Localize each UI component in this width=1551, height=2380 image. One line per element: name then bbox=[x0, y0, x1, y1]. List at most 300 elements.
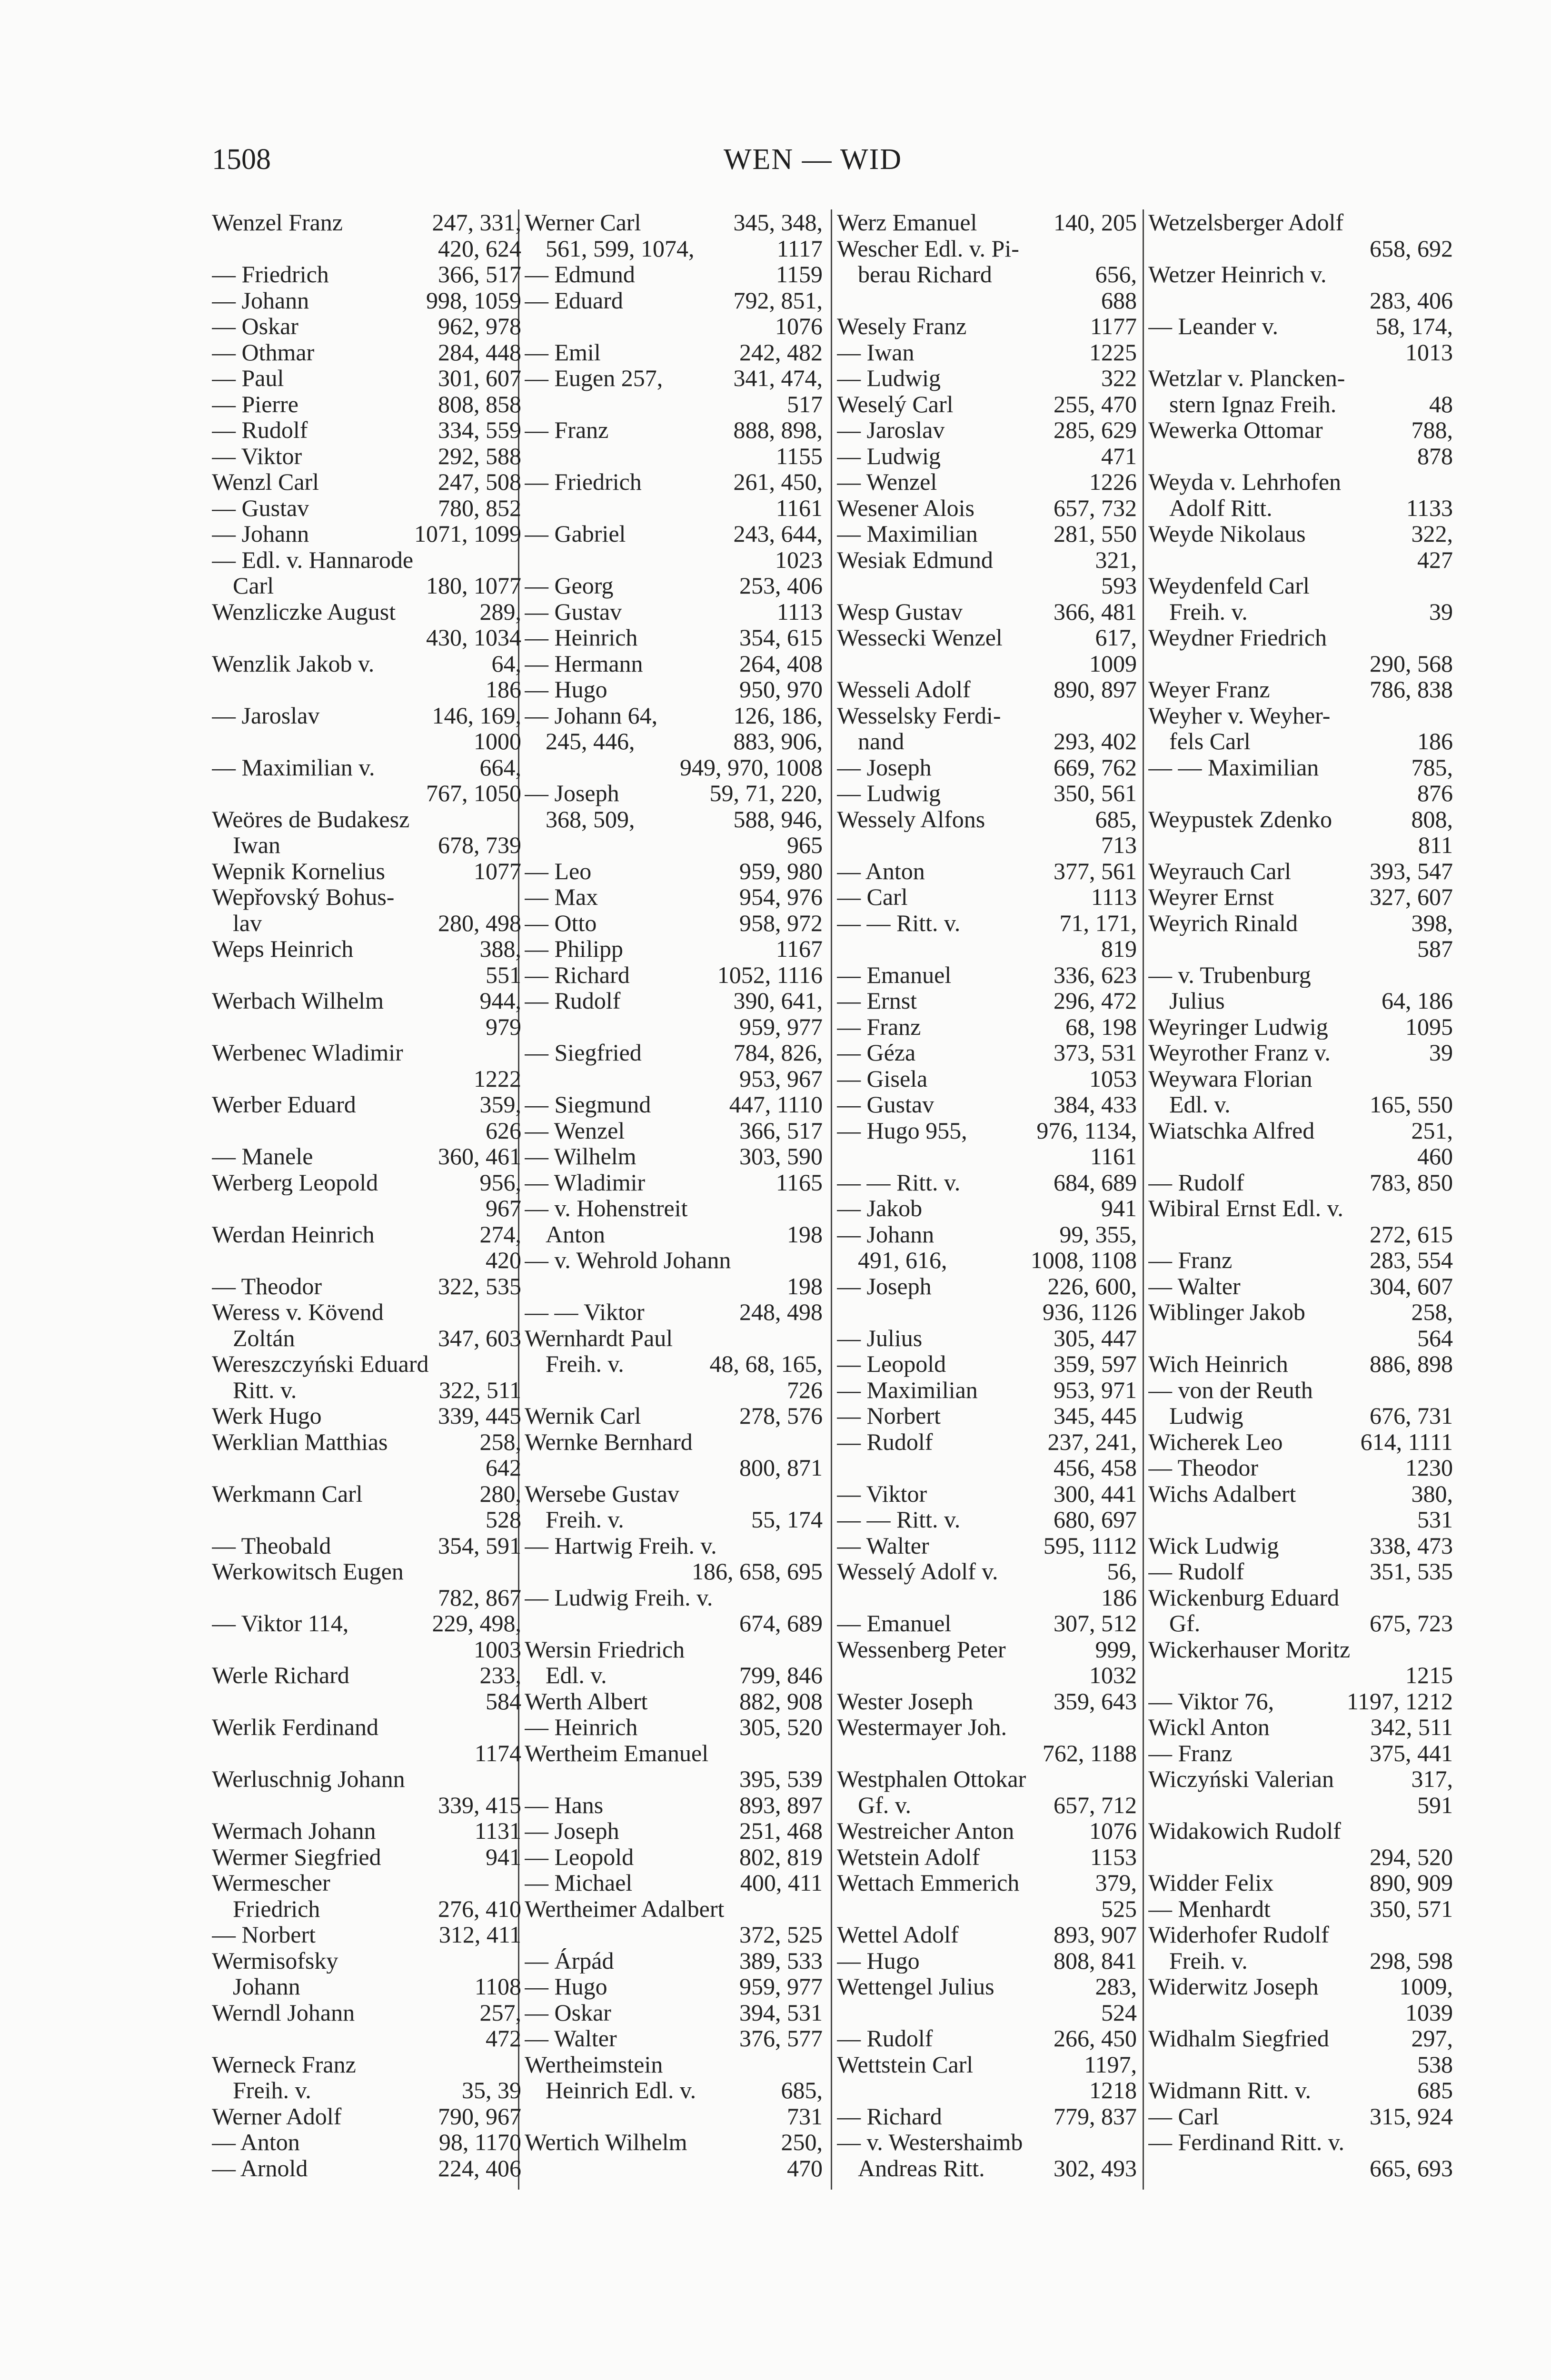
entry-page-refs: 305, 520 bbox=[739, 1714, 823, 1740]
entry-page-refs: 186, 658, 695 bbox=[692, 1558, 823, 1585]
entry-page-refs: 242, 482 bbox=[739, 339, 823, 365]
index-entry bbox=[1148, 443, 1453, 469]
index-entry bbox=[212, 806, 521, 833]
index-entry bbox=[525, 469, 823, 495]
index-entry bbox=[212, 1948, 521, 1974]
entry-name: Wibiral Ernst Edl. v. bbox=[1148, 1195, 1343, 1221]
index-entry bbox=[1148, 1429, 1453, 1455]
index-entry bbox=[1148, 288, 1453, 314]
entry-name: — Árpád bbox=[525, 1947, 614, 1973]
index-entry bbox=[212, 1170, 521, 1196]
entry-name: Anton bbox=[546, 1221, 605, 1247]
entry-page-refs: 587 bbox=[1417, 936, 1453, 962]
entry-name: Wescher Edl. v. Pi- bbox=[837, 235, 1019, 261]
index-entry bbox=[525, 1195, 823, 1221]
index-entry bbox=[212, 236, 521, 262]
entry-name: — Richard bbox=[525, 962, 630, 988]
index-entry bbox=[837, 1922, 1137, 1948]
entry-page-refs: 300, 441 bbox=[1054, 1480, 1137, 1507]
entry-page-refs: 264, 408 bbox=[739, 650, 823, 676]
entry-page-refs: 786, 838 bbox=[1370, 676, 1453, 703]
index-entry bbox=[1148, 910, 1453, 936]
entry-name: Wettach Emmerich bbox=[837, 1870, 1020, 1896]
entry-page-refs: 359, 643 bbox=[1054, 1688, 1137, 1714]
index-entry bbox=[1148, 884, 1453, 910]
index-entry bbox=[837, 1844, 1137, 1870]
index-entry bbox=[1148, 1636, 1453, 1663]
entry-name: Wetzelsberger Adolf bbox=[1148, 209, 1344, 236]
index-entry bbox=[1148, 1507, 1453, 1533]
index-entry bbox=[837, 1610, 1137, 1636]
index-entry bbox=[212, 1792, 521, 1818]
entry-page-refs: 307, 512 bbox=[1054, 1610, 1137, 1636]
entry-page-refs: 1108 bbox=[474, 1973, 521, 2000]
entry-page-refs: 1161 bbox=[776, 495, 823, 521]
index-entry bbox=[837, 365, 1137, 391]
entry-name: Johann bbox=[233, 1973, 300, 2000]
entry-page-refs: 322 bbox=[1101, 365, 1137, 391]
entry-name: — — Ritt. v. bbox=[837, 910, 961, 936]
entry-name: Wenzlik Jakob v. bbox=[212, 650, 375, 676]
entry-name: Wesener Alois bbox=[837, 495, 974, 521]
entry-page-refs: 531 bbox=[1417, 1507, 1453, 1533]
entry-name: — v. Westershaimb bbox=[837, 2129, 1023, 2155]
entry-name: — Hermann bbox=[525, 650, 643, 676]
entry-page-refs: 248, 498 bbox=[739, 1299, 823, 1325]
entry-name: — Otto bbox=[525, 910, 597, 936]
index-entry bbox=[837, 1792, 1137, 1818]
index-column-3 bbox=[837, 209, 1137, 2181]
index-entry bbox=[1148, 1896, 1453, 1922]
index-entry bbox=[525, 391, 823, 417]
entry-page-refs: 713 bbox=[1101, 832, 1137, 858]
index-entry bbox=[525, 1481, 823, 1507]
entry-page-refs: 950, 970 bbox=[739, 676, 823, 703]
index-entry bbox=[525, 1040, 823, 1066]
entry-page-refs: 656, bbox=[1095, 261, 1137, 288]
entry-page-refs: 470 bbox=[787, 2155, 823, 2181]
index-entry bbox=[212, 1507, 521, 1533]
index-entry bbox=[525, 1299, 823, 1325]
index-entry bbox=[1148, 1455, 1453, 1481]
entry-page-refs: 394, 531 bbox=[739, 1999, 823, 2025]
entry-page-refs: 782, 867 bbox=[438, 1584, 521, 1610]
entry-page-refs: 958, 972 bbox=[739, 910, 823, 936]
entry-name: Wenzel Franz bbox=[212, 209, 343, 236]
index-entry bbox=[837, 2052, 1137, 2078]
index-entry bbox=[212, 1844, 521, 1870]
entry-name: Wernhardt Paul bbox=[525, 1325, 673, 1351]
entry-name: Werkmann Carl bbox=[212, 1480, 363, 1507]
entry-page-refs: 888, 898, bbox=[733, 417, 823, 443]
entry-page-refs: 1077 bbox=[474, 858, 521, 884]
entry-name: Wich Heinrich bbox=[1148, 1351, 1288, 1377]
entry-name: — Franz bbox=[1148, 1247, 1233, 1273]
entry-name: 368, 509, bbox=[546, 806, 635, 832]
entry-name: — Rudolf bbox=[1148, 1169, 1244, 1195]
index-entry bbox=[212, 495, 521, 521]
index-entry bbox=[525, 858, 823, 884]
entry-name: Weyrer Ernst bbox=[1148, 884, 1274, 910]
entry-name: Widmann Ritt. v. bbox=[1148, 2077, 1311, 2103]
index-entry bbox=[1148, 1325, 1453, 1351]
entry-name: — Carl bbox=[837, 884, 908, 910]
index-entry bbox=[212, 1403, 521, 1429]
index-entry bbox=[837, 1299, 1137, 1325]
index-entry bbox=[525, 1792, 823, 1818]
index-entry bbox=[837, 1221, 1137, 1248]
index-entry bbox=[525, 754, 823, 781]
index-entry bbox=[1148, 754, 1453, 781]
index-entry bbox=[837, 651, 1137, 677]
index-entry bbox=[1148, 780, 1453, 806]
index-entry bbox=[837, 676, 1137, 703]
entry-page-refs: 657, 712 bbox=[1054, 1792, 1137, 1818]
entry-page-refs: 1174 bbox=[474, 1740, 521, 1766]
entry-page-refs: 334, 559 bbox=[438, 417, 521, 443]
index-entry bbox=[1148, 1377, 1453, 1403]
entry-page-refs: 301, 607 bbox=[438, 365, 521, 391]
index-entry bbox=[525, 1533, 823, 1559]
entry-page-refs: 350, 561 bbox=[1054, 780, 1137, 806]
index-entry bbox=[525, 1610, 823, 1636]
index-entry bbox=[212, 1818, 521, 1844]
entry-page-refs: 956, bbox=[479, 1169, 521, 1195]
entry-name: Wersin Friedrich bbox=[525, 1636, 685, 1662]
index-entry bbox=[837, 469, 1137, 495]
column-divider bbox=[831, 209, 832, 2190]
index-entry bbox=[1148, 1714, 1453, 1740]
entry-page-refs: 959, 977 bbox=[739, 1973, 823, 2000]
entry-page-refs: 1039 bbox=[1405, 1999, 1453, 2025]
entry-name: — Paul bbox=[212, 365, 284, 391]
index-entry bbox=[525, 417, 823, 443]
entry-name: — Viktor 76, bbox=[1148, 1688, 1274, 1714]
entry-page-refs: 788, bbox=[1411, 417, 1453, 443]
entry-name: Weypustek Zdenko bbox=[1148, 806, 1332, 832]
index-entry bbox=[525, 288, 823, 314]
entry-page-refs: 882, 908 bbox=[739, 1688, 823, 1714]
entry-page-refs: 233, bbox=[479, 1662, 521, 1688]
entry-name: — Oskar bbox=[525, 1999, 611, 2025]
index-entry bbox=[212, 962, 521, 988]
index-entry bbox=[525, 703, 823, 729]
entry-name: Gf. bbox=[1169, 1610, 1201, 1636]
index-entry bbox=[525, 988, 823, 1014]
index-entry bbox=[525, 261, 823, 288]
entry-page-refs: 257, bbox=[479, 1999, 521, 2025]
entry-page-refs: 283, bbox=[1095, 1973, 1137, 2000]
entry-name: Gf. v. bbox=[858, 1792, 912, 1818]
entry-page-refs: 302, 493 bbox=[1054, 2155, 1137, 2181]
entry-page-refs: 976, 1134, bbox=[1036, 1117, 1137, 1143]
index-entry bbox=[525, 2103, 823, 2130]
entry-page-refs: 372, 525 bbox=[739, 1922, 823, 1948]
entry-page-refs: 1131 bbox=[474, 1818, 521, 1844]
entry-page-refs: 342, 511 bbox=[1370, 1714, 1453, 1740]
index-entry bbox=[837, 2025, 1137, 2052]
index-entry bbox=[525, 1662, 823, 1688]
entry-name: Andreas Ritt. bbox=[858, 2155, 985, 2181]
index-entry bbox=[212, 988, 521, 1014]
index-entry bbox=[525, 936, 823, 962]
entry-name: lav bbox=[233, 910, 262, 936]
index-entry bbox=[1148, 469, 1453, 495]
index-entry bbox=[1148, 703, 1453, 729]
index-entry bbox=[525, 1014, 823, 1040]
entry-page-refs: 779, 837 bbox=[1054, 2103, 1137, 2129]
entry-name: — Ludwig bbox=[837, 780, 941, 806]
entry-name: — Gustav bbox=[212, 495, 309, 521]
index-entry bbox=[525, 1870, 823, 1896]
index-entry bbox=[525, 1818, 823, 1844]
entry-name: — Edl. v. Hannarode bbox=[212, 546, 414, 573]
entry-name: fels Carl bbox=[1169, 728, 1251, 754]
index-entry bbox=[212, 1481, 521, 1507]
index-entry bbox=[525, 2052, 823, 2078]
index-entry bbox=[837, 703, 1137, 729]
entry-name: Weress v. Kövend bbox=[212, 1299, 384, 1325]
index-entry bbox=[837, 495, 1137, 521]
index-entry bbox=[837, 521, 1137, 547]
index-entry bbox=[1148, 625, 1453, 651]
index-entry bbox=[837, 2155, 1137, 2182]
entry-name: Wickerhauser Moritz bbox=[1148, 1636, 1351, 1662]
entry-name: — Philipp bbox=[525, 936, 623, 962]
index-entry bbox=[837, 2077, 1137, 2103]
index-entry bbox=[212, 832, 521, 858]
entry-name: — Richard bbox=[837, 2103, 942, 2129]
index-entry bbox=[525, 2077, 823, 2103]
index-entry bbox=[1148, 1973, 1453, 2000]
entry-page-refs: 551 bbox=[486, 962, 521, 988]
entry-page-refs: 1076 bbox=[775, 313, 823, 339]
index-entry bbox=[212, 339, 521, 366]
index-entry bbox=[525, 1896, 823, 1922]
entry-name: Wiczyński Valerian bbox=[1148, 1766, 1334, 1792]
entry-name: — Hartwig Freih. v. bbox=[525, 1532, 717, 1558]
entry-page-refs: 890, 897 bbox=[1054, 676, 1137, 703]
entry-name: Wettengel Julius bbox=[837, 1973, 994, 2000]
index-entry bbox=[837, 1195, 1137, 1221]
entry-name: Wewerka Ottomar bbox=[1148, 417, 1323, 443]
entry-name: Weydenfeld Carl bbox=[1148, 573, 1310, 599]
entry-page-refs: 878 bbox=[1417, 443, 1453, 469]
entry-name: — Wenzel bbox=[837, 469, 937, 495]
index-entry bbox=[525, 1325, 823, 1351]
entry-page-refs: 284, 448 bbox=[438, 339, 521, 365]
entry-name: — Rudolf bbox=[525, 988, 621, 1014]
entry-page-refs: 359, 597 bbox=[1054, 1351, 1137, 1377]
index-entry bbox=[212, 1922, 521, 1948]
entry-name: — Emil bbox=[525, 339, 601, 365]
index-entry bbox=[525, 1221, 823, 1248]
entry-name: Heinrich Edl. v. bbox=[546, 2077, 696, 2103]
entry-page-refs: 965 bbox=[787, 832, 823, 858]
entry-name: — Jaroslav bbox=[837, 417, 945, 443]
index-entry bbox=[1148, 1662, 1453, 1688]
entry-page-refs: 688 bbox=[1101, 287, 1137, 313]
entry-name: — Franz bbox=[525, 417, 609, 443]
index-entry bbox=[837, 1740, 1137, 1766]
entry-page-refs: 321, bbox=[1095, 546, 1137, 573]
index-entry bbox=[837, 1143, 1137, 1170]
index-entry bbox=[1148, 988, 1453, 1014]
entry-name: Werdan Heinrich bbox=[212, 1221, 375, 1247]
entry-name: Wertheim Emanuel bbox=[525, 1740, 709, 1766]
column-divider bbox=[1143, 209, 1144, 2190]
entry-name: — Johann 64, bbox=[525, 702, 658, 728]
index-entry bbox=[1148, 391, 1453, 417]
entry-page-refs: 674, 689 bbox=[739, 1610, 823, 1636]
index-entry bbox=[1148, 599, 1453, 625]
index-entry bbox=[525, 1973, 823, 2000]
entry-name: — Hugo bbox=[837, 1947, 920, 1973]
index-entry bbox=[525, 2129, 823, 2155]
index-entry bbox=[525, 1585, 823, 1611]
entry-name: — v. Hohenstreit bbox=[525, 1195, 688, 1221]
entry-page-refs: 377, 561 bbox=[1054, 858, 1137, 884]
index-entry bbox=[837, 391, 1137, 417]
entry-page-refs: 1009 bbox=[1089, 650, 1137, 676]
index-entry bbox=[1148, 1481, 1453, 1507]
entry-page-refs: 59, 71, 220, bbox=[709, 780, 823, 806]
entry-page-refs: 665, 693 bbox=[1370, 2155, 1453, 2181]
index-entry bbox=[837, 1247, 1137, 1273]
entry-name: — Emanuel bbox=[837, 962, 952, 988]
index-entry bbox=[212, 1040, 521, 1066]
entry-name: — Friedrich bbox=[212, 261, 329, 288]
entry-page-refs: 283, 554 bbox=[1370, 1247, 1453, 1273]
entry-page-refs: 354, 591 bbox=[438, 1532, 521, 1558]
entry-name: Wesely Franz bbox=[837, 313, 967, 339]
entry-name: Widhalm Siegfried bbox=[1148, 2025, 1329, 2052]
entry-page-refs: 64, bbox=[491, 650, 521, 676]
entry-page-refs: 229, 498, bbox=[432, 1610, 521, 1636]
index-entry bbox=[525, 339, 823, 366]
entry-name: — Maximilian v. bbox=[212, 754, 375, 780]
entry-page-refs: 1215 bbox=[1405, 1662, 1453, 1688]
entry-page-refs: 247, 331, bbox=[432, 209, 521, 236]
entry-name: — Theodor bbox=[212, 1273, 322, 1299]
entry-name: Weyrich Rinald bbox=[1148, 910, 1298, 936]
entry-name: Freih. v. bbox=[1169, 1947, 1248, 1973]
entry-name: — Maximilian bbox=[837, 1377, 978, 1403]
entry-page-refs: 255, 470 bbox=[1054, 391, 1137, 417]
entry-page-refs: 296, 472 bbox=[1054, 988, 1137, 1014]
index-entry bbox=[1148, 1922, 1453, 1948]
index-entry bbox=[525, 806, 823, 833]
entry-name: Werber Eduard bbox=[212, 1091, 356, 1118]
index-entry bbox=[837, 599, 1137, 625]
entry-name: — Friedrich bbox=[525, 469, 642, 495]
entry-page-refs: 274, bbox=[479, 1221, 521, 1247]
entry-page-refs: 336, 623 bbox=[1054, 962, 1137, 988]
entry-page-refs: 591 bbox=[1417, 1792, 1453, 1818]
index-entry bbox=[1148, 1195, 1453, 1221]
entry-page-refs: 1197, bbox=[1084, 2051, 1137, 2077]
index-entry bbox=[212, 288, 521, 314]
entry-name: — Arnold bbox=[212, 2155, 308, 2181]
entry-name: Wichs Adalbert bbox=[1148, 1480, 1296, 1507]
entry-name: Friedrich bbox=[233, 1895, 320, 1922]
entry-page-refs: 886, 898 bbox=[1370, 1351, 1453, 1377]
entry-name: — Max bbox=[525, 884, 598, 910]
entry-page-refs: 186 bbox=[1417, 728, 1453, 754]
entry-name: Weyer Franz bbox=[1148, 676, 1270, 703]
entry-page-refs: 949, 970, 1008 bbox=[680, 754, 823, 780]
index-entry bbox=[212, 1014, 521, 1040]
entry-page-refs: 420, 624 bbox=[438, 235, 521, 261]
index-entry bbox=[1148, 1585, 1453, 1611]
index-entry bbox=[212, 365, 521, 391]
entry-name: Wernik Carl bbox=[525, 1403, 641, 1429]
index-entry bbox=[212, 391, 521, 417]
index-entry bbox=[212, 261, 521, 288]
index-entry bbox=[837, 780, 1137, 806]
entry-name: stern Ignaz Freih. bbox=[1169, 391, 1337, 417]
entry-page-refs: 1076 bbox=[1089, 1818, 1137, 1844]
index-entry bbox=[212, 1688, 521, 1715]
entry-page-refs: 979 bbox=[486, 1013, 521, 1040]
entry-page-refs: 762, 1188 bbox=[1042, 1740, 1137, 1766]
entry-name: — Johann bbox=[837, 1221, 935, 1247]
entry-name: — Franz bbox=[837, 1013, 921, 1040]
entry-name: 561, 599, 1074, bbox=[546, 235, 695, 261]
entry-page-refs: 146, 169, bbox=[432, 702, 521, 728]
entry-name: Wetstein Adolf bbox=[837, 1844, 980, 1870]
entry-name: — Iwan bbox=[837, 339, 915, 365]
index-column-2 bbox=[525, 209, 823, 2181]
index-entry bbox=[837, 1507, 1137, 1533]
entry-name: — Rudolf bbox=[1148, 1558, 1244, 1585]
index-entry bbox=[525, 1377, 823, 1403]
entry-page-refs: 731 bbox=[787, 2103, 823, 2129]
entry-page-refs: 792, 851, bbox=[733, 287, 823, 313]
entry-name: — Wenzel bbox=[525, 1117, 625, 1143]
index-entry bbox=[1148, 1818, 1453, 1844]
entry-name: Westreicher Anton bbox=[837, 1818, 1014, 1844]
entry-name: Werluschnig Johann bbox=[212, 1766, 405, 1792]
entry-name: — Leopold bbox=[525, 1844, 634, 1870]
entry-page-refs: 808, 841 bbox=[1054, 1947, 1137, 1973]
index-entry bbox=[1148, 1247, 1453, 1273]
entry-page-refs: 350, 571 bbox=[1370, 1895, 1453, 1922]
entry-page-refs: 376, 577 bbox=[739, 2025, 823, 2052]
index-entry bbox=[525, 521, 823, 547]
entry-page-refs: 289, bbox=[479, 598, 521, 625]
entry-page-refs: 614, 1111 bbox=[1360, 1428, 1453, 1455]
index-entry bbox=[1148, 313, 1453, 339]
index-entry bbox=[212, 1455, 521, 1481]
entry-name: — Hans bbox=[525, 1792, 604, 1818]
index-entry bbox=[837, 417, 1137, 443]
entry-page-refs: 1113 bbox=[776, 598, 823, 625]
entry-name: — Hugo bbox=[525, 1973, 607, 2000]
index-entry bbox=[212, 469, 521, 495]
entry-page-refs: 304, 607 bbox=[1370, 1273, 1453, 1299]
index-entry bbox=[212, 884, 521, 910]
entry-page-refs: 808, bbox=[1411, 806, 1453, 832]
entry-name: Weselý Carl bbox=[837, 391, 954, 417]
entry-name: Wessecki Wenzel bbox=[837, 625, 1003, 651]
entry-name: — Walter bbox=[837, 1532, 929, 1558]
entry-page-refs: 384, 433 bbox=[1054, 1091, 1137, 1118]
entry-page-refs: 685 bbox=[1417, 2077, 1453, 2103]
entry-name: — Pierre bbox=[212, 391, 298, 417]
index-entry bbox=[525, 1740, 823, 1766]
entry-page-refs: 890, 909 bbox=[1370, 1870, 1453, 1896]
